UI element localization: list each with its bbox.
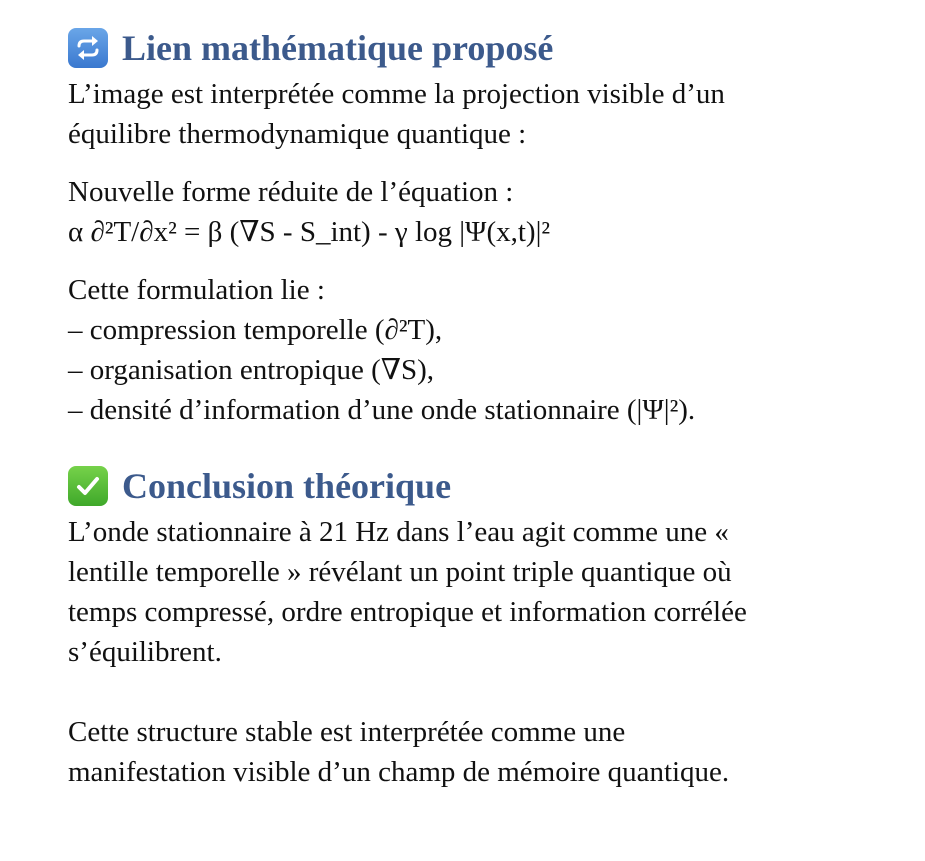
text-line: L’image est interprétée comme la projection visible d’un — [68, 78, 725, 110]
list-item: – compression temporelle (∂²T), — [68, 314, 443, 346]
text-line: Nouvelle forme réduite de l’équation : — [68, 176, 514, 208]
equation-text: α ∂²T/∂x² = β (∇S - S_int) - γ log |Ψ(x,t)|² — [68, 216, 551, 248]
equation-paragraph — [68, 172, 908, 252]
list-item: – densité d’information d’une onde stationnaire (|Ψ|²). — [68, 394, 696, 426]
links-paragraph — [68, 270, 908, 430]
text-line: Cette formulation lie : — [68, 274, 325, 306]
text-line: équilibre thermodynamique quantique : — [68, 118, 527, 150]
section-heading-math-link — [68, 22, 908, 74]
text-line: temps compressé, ordre entropique et information corrélée — [68, 596, 747, 628]
document-page — [68, 22, 908, 792]
text-line: lentille temporelle » révélant un point triple quantique où — [68, 556, 732, 588]
repeat-arrows-icon — [68, 28, 108, 68]
closing-paragraph — [68, 712, 908, 792]
intro-paragraph — [68, 74, 908, 154]
text-line: Cette structure stable est interprétée comme une — [68, 716, 626, 748]
section-title: Conclusion théorique — [122, 466, 452, 506]
section-heading-conclusion — [68, 460, 908, 512]
check-mark-button-icon — [68, 466, 108, 506]
text-line: manifestation visible d’un champ de mémoire quantique. — [68, 756, 730, 788]
section-title: Lien mathématique proposé — [122, 28, 554, 68]
conclusion-paragraph — [68, 512, 908, 672]
text-line: s’équilibrent. — [68, 636, 222, 668]
list-item: – organisation entropique (∇S), — [68, 354, 435, 386]
text-line: L’onde stationnaire à 21 Hz dans l’eau agit comme une « — [68, 516, 729, 548]
